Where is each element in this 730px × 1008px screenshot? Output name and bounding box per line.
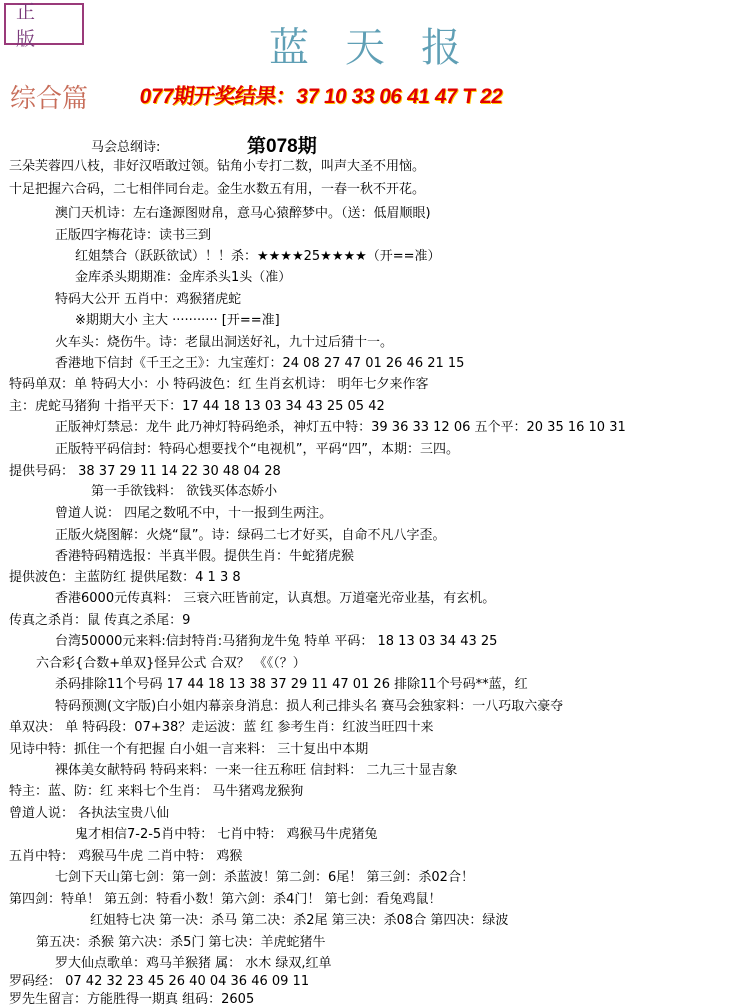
text-line: 六合彩{合数+单双}怪异公式 合双？ 《《（？） [36,656,306,671]
text-line: 特码单双：单 特码大小：小 特码波色：红 生肖玄机诗： 明年七夕来作客 [9,377,429,392]
text-line: 传真之杀肖：鼠 传真之杀尾：9 [9,613,191,628]
text-line: 罗码经： 07 42 32 23 45 26 40 04 36 46 09 11 [9,974,310,989]
text-line: 马会总纲诗: [91,140,161,155]
draw-result-banner: 077期开奖结果：37 10 33 06 41 47 T 22 [138,85,505,108]
text-line: 五肖中特： 鸡猴马牛虎 二肖中特： 鸡猴 [9,849,243,864]
issue-number: 第078期 [247,136,317,157]
text-line: 曾道人说： 四尾之数吼不中，十一报到生两注。 [55,506,333,521]
newspaper-title: 蓝天报 [269,25,497,71]
text-line: 三朵芙蓉四八枝，非好汉唔敢过领。钻角小专打二数，叫声大圣不用恼。 [9,159,426,174]
genuine-stamp: 正 版 [4,3,84,45]
text-line: 裸体美女献特码 特码来料：一来一往五称旺 信封料： 二九三十显吉象 [55,763,458,778]
text-line: 提供波色：主蓝防红 提供尾数：4 1 3 8 [9,570,241,585]
text-line: 特码大公开 五肖中：鸡猴猪虎蛇 [55,292,242,307]
text-line: 第四剑：特单！ 第五剑：特看小数！第六剑：杀4门！ 第七剑：看兔鸡鼠！ [9,892,442,907]
text-line: ※期期大小 主大 ··········· [开==准] [75,313,280,328]
section-subtitle: 综合篇 [10,84,89,114]
text-line: 七剑下天山第七剑：第一剑：杀蓝波！第二剑：6尾！ 第三剑：杀02合！ [55,870,474,885]
text-line: 金库杀头期期准：金库杀头1头（准） [75,270,292,285]
text-line: 香港特码精选报：半真半假。提供生肖：牛蛇猪虎猴 [55,549,355,564]
text-line: 台湾50000元来料:信封特肖:马猪狗龙牛兔 特单 平码： 18 13 03 34 43 25 [55,634,498,649]
text-line: 单双决： 单 特码段：07+38？走运波：蓝 红 参考生肖：红波当旺四十来 [9,720,434,735]
text-line: 提供号码： 38 37 29 11 14 22 30 48 04 28 [9,464,281,479]
text-line: 红姐禁合（跃跃欲试）！！杀：★★★★25★★★★（开==准） [75,249,441,264]
text-line: 香港6000元传真料： 三衰六旺皆前定，认真想。万道毫光帝业基，有玄机。 [55,591,496,606]
text-line: 第五决：杀猴 第六决：杀5门 第七决：羊虎蛇猪牛 [36,935,326,950]
text-line: 特码预测(文字版)白小姐内幕亲身消息：损人利己排头名 赛马会独家料：一八巧取六豪夺 [55,699,564,714]
text-line: 罗大仙点歌单：鸡马羊猴猪 属： 水木 绿双,红单 [55,956,332,971]
text-line: 正版神灯禁忌：龙牛 此乃神灯特码绝杀，神灯五中特：39 36 33 12 06 五个平：20 35 16 10 31 [55,420,626,435]
text-line: 罗先生留言：方能胜得一期真 组码：2605 [9,992,255,1007]
text-line: 曾道人说： 各执法宝贵八仙 [9,806,170,821]
text-line: 香港地下信封《千王之王》：九宝莲灯：24 08 27 47 01 26 46 21 15 [55,356,465,371]
text-line: 主：虎蛇马猪狗 十指平天下：17 44 18 13 03 34 43 25 05 42 [9,399,385,414]
text-line: 正版火烧图解：火烧“鼠”。诗：绿码二七才好买，自命不凡八字歪。 [55,528,446,543]
text-line: 见诗中特：抓住一个有把握 白小姐一言来料： 三十复出中本期 [9,742,369,757]
text-line: 正版特平码信封：特码心想要找个“电视机”，平码“四”，本期：三四。 [55,442,459,457]
text-line: 鬼才相信7-2-5肖中特： 七肖中特： 鸡猴马牛虎猪兔 [75,827,378,842]
text-line: 第一手欲钱料： 欲钱买体态娇小 [91,484,278,499]
text-line: 十足把握六合码，二七相伴同台走。金生水数五有用，一春一秋不开花。 [9,182,426,197]
text-line: 正版四字梅花诗：读书三到 [55,228,212,243]
text-line: 火车头：烧伤牛。诗：老鼠出洞送好礼，九十过后猜十一。 [55,335,394,350]
text-line: 特主：蓝、防：红 来料七个生肖： 马牛猪鸡龙猴狗 [9,784,304,799]
text-line: 杀码排除11个号码 17 44 18 13 38 37 29 11 47 01 26 排除11个号码**蓝，红 [55,677,528,692]
text-line: 澳门天机诗：左右逢源图财帛，意马心猿醉梦中。（送：低眉顺眼) [55,206,431,221]
text-line: 红姐特七决 第一决：杀马 第二决：杀2尾 第三决：杀08合 第四决：绿波 [90,913,509,928]
